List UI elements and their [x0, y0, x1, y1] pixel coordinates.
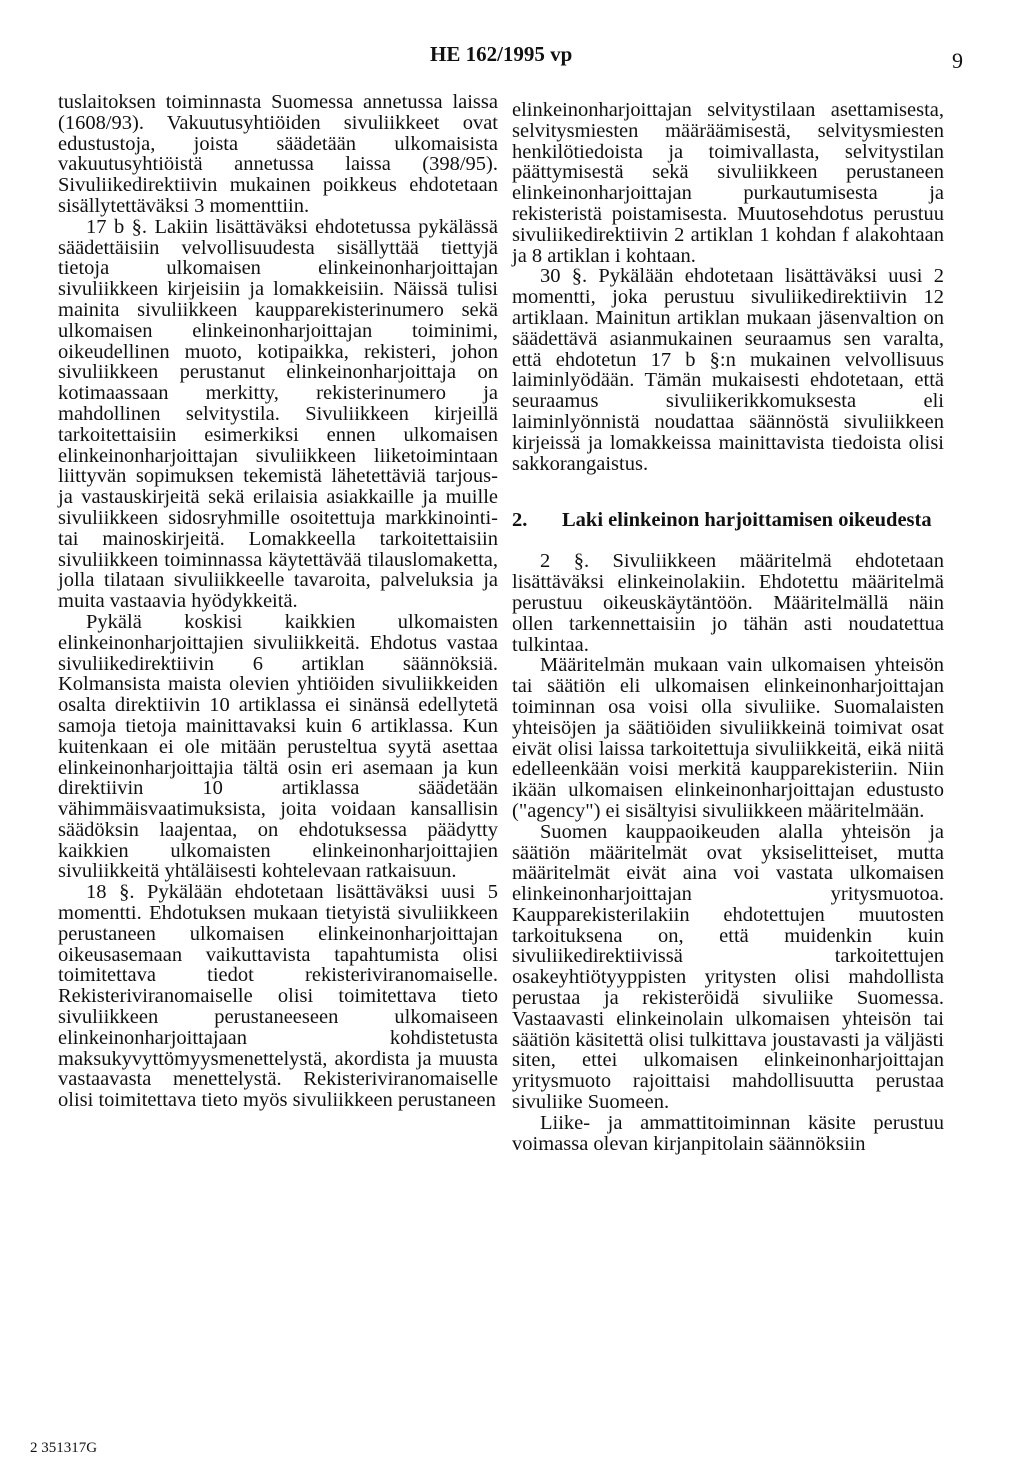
page-number: 9 — [952, 48, 963, 73]
paragraph: 18 §. Pykälään ehdotetaan lisättäväksi uusi 5 momentti. Ehdotuksen mukaan tietyistä sivuliikkeen perustaneen ulkomaisen elinkeinonharjoittajan oikeusasemaan vaikuttavista tapahtumista olisi toimitettava tiedot rekisteriviranomaiselle. Rekisteriviranomaiselle olisi toimitettava tieto sivuliikkeen perustaneeseen ulkomaiseen elinkeinonharjoittajaan kohdistetusta maksukyvyttömyysmenettelystä, akordista ja muusta vastaavasta menettelystä. Rekisteriviranomaiselle olisi toimitettava tieto myös sivuliikkeen perustaneen — [58, 881, 498, 1112]
paragraph: Pykälä koskisi kaikkien ulkomaisten elinkeinonharjoittajien sivuliikkeitä. Ehdotus vastaa sivuliikedirektiivin 6 artiklan säännöksiä. Kolmansista maista olevien yhtiöiden sivuliikkeiden osalta direktiivin 10 artiklassa ei sinänsä edellytetä samoja tietoja mainittavaksi kuin 6 artiklassa. Kun kuitenkaan ei ole mitään perusteltua syytä asettaa elinkeinonharjoittajia tältä osin eri asemaan ja kun direktiivin 10 artiklassa säädetään vähimmäisvaatimuksista, joita voidaan kansallisin säädöksin laajentaa, on ehdotuksessa päädytty kaikkien ulkomaisten elinkeinonharjoittajien sivuliikkeitä yhtäläisesti kohtelevaan ratkaisuun. — [58, 610, 498, 883]
right-column — [512, 100, 944, 1154]
paragraph: Suomen kauppaoikeuden alalla yhteisön ja säätiön määritelmät ovat yksiselitteiset, mutta määritelmät eivät aina voi vastata ulkomaisen elinkeinonharjoittajan yritysmuotoa. Kaupparekisterilakiin ehdotettujen muutosten tarkoituksena on, että muidenkin kuin sivuliikedirektiivissä tarkoitettujen osakeyhtiötyyppisten yritysten olisi mahdollista perustaa ja rekisteröidä sivuliike Suomessa. Vastaavasti elinkeinolain ulkomaisen yhteisön tai säätiön käsitettä olisi tulkittava joustavasti ja väljästi siten, ettei ulkomaisen elinkeinonharjoittajan yritysmuoto rajoittaisi mahdollisuutta perustaa sivuliike Suomeen. — [512, 820, 944, 1114]
page-header: HE 162/1995 vp — [430, 42, 573, 66]
section-title: Laki elinkeinon harjoittamisen oikeudesta — [562, 509, 932, 532]
section-heading — [512, 510, 944, 531]
paragraph: Määritelmän mukaan vain ulkomaisen yhteisön tai säätiön eli ulkomaisen elinkeinonharjoittajan toiminnan osa voisi olla sivuliike. Suomalaisten yhteisöjen ja säätiöiden sivuliikkeinä toimivat osat eivät olisi laissa tarkoitettuja sivuliikkeitä, eikä niitä edelleenkään voisi merkitä kaupparekisteriin. Niin ikään ulkomaisen elinkeinonharjoittajan edustusto ("agency") ei sisältyisi sivuliikkeen määritelmään. — [512, 654, 944, 822]
paragraph: 2 §. Sivuliikkeen määritelmä ehdotetaan lisättäväksi elinkeinolakiin. Ehdotettu määritelmä perustuu oikeuskäytäntöön. Määritelmällä näin ollen tarkennettaisiin jo tähän asti noudatettua tulkintaa. — [512, 550, 944, 656]
left-column — [58, 92, 498, 1111]
footer-code: 2 351317G — [30, 1440, 98, 1456]
paragraph: tuslaitoksen toiminnasta Suomessa annetussa laissa (1608/93). Vakuutusyhtiöiden sivuliikkeet ovat edustustoja, joista säädetään ulkomaisista vakuutusyhtiöistä annetussa laissa (398/95). Sivuliikedirektiivin mukainen poikkeus ehdotetaan sisällytettäväksi 3 momenttiin. — [58, 91, 498, 217]
section-number: 2. — [512, 509, 528, 532]
paragraph: 17 b §. Lakiin lisättäväksi ehdotetussa pykälässä säädettäisiin velvollisuudesta sisällyttää tiettyjä tietoja ulkomaisen elinkeinonharjoittajan sivuliikkeen kirjeisiin ja lomakkeisiin. Näissä tulisi mainita sivuliikkeen kaupparekisterinumero sekä ulkomaisen elinkeinonharjoittajan toiminimi, oikeudellinen muoto, kotipaikka, rekisteri, johon sivuliikkeen perustanut elinkeinonharjoittaja on kotimaassaan merkitty, rekisterinumero ja mahdollinen selvitystila. Sivuliikkeen kirjeillä tarkoitettaisiin esimerkiksi ennen ulkomaisen elinkeinonharjoittajan sivuliikkeen liiketoimintaan liittyvän sopimuksen tekemistä lähetettäviä tarjous- ja vastauskirjeitä sekä erilaisia asiakkaille ja muille sivuliikkeen sidosryhmille osoitettuja markkinointi- tai mainoskirjeitä. Lomakkeella tarkoitettaisiin sivuliikkeen toiminnassa käytettävää tilauslomaketta, jolla tilataan sivuliikkeelle tavaroita, palveluksia ja muita vastaavia hyödykkeitä. — [58, 215, 498, 613]
paragraph: 30 §. Pykälään ehdotetaan lisättäväksi uusi 2 momentti, joka perustuu sivuliikedirektiivin 12 artiklaan. Mainitun artiklan mukaan jäsenvaltion on säädettävä asianmukainen seuraamus sen varalta, että ehdotetun 17 b §:n mukainen velvollisuus laiminlyödään. Tämän mukaisesti ehdotetaan, että seuraamus sivuliikerikkomuksesta eli laiminlyönnistä noudattaa säännöstä sivuliikkeen kirjeissä ja lomakkeissa mainittavista tiedoista olisi sakkorangaistus. — [512, 265, 944, 475]
paragraph: Liike- ja ammattitoiminnan käsite perustuu voimassa olevan kirjanpitolain säännöksiin — [512, 1111, 944, 1155]
paragraph: elinkeinonharjoittajan selvitystilaan asettamisesta, selvitysmiesten määräämisestä, selvitysmiesten henkilötiedoista ja toimivallasta, selvitystilan päättymisestä sekä sivuliikkeen perustaneen elinkeinonharjoittajan purkautumisesta ja rekisteristä poistamisesta. Muutosehdotus perustuu sivuliikedirektiivin 2 artiklan 1 kohdan f alakohtaan ja 8 artiklan i kohtaan. — [512, 99, 944, 267]
